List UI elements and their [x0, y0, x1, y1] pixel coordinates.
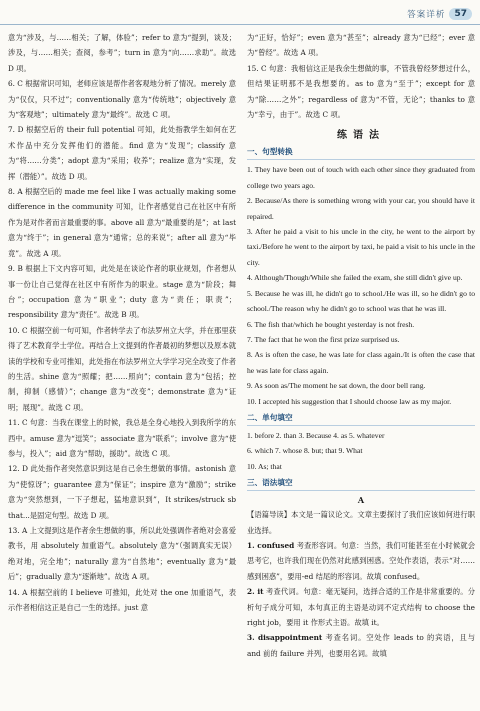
exercise-item: 10. I accepted his suggestion that I should choose law as my major. [247, 396, 452, 406]
subsection-title: 一、句型转换 [247, 145, 475, 160]
exercise-item: 8. As is often the case, he was late for class again./It is often the case that he was late for class again. [247, 350, 475, 375]
answer-explanation: 考查名词。空处作 leads to 的宾语，且与 and 前的 failure 并列，也要用名词。故填 [247, 633, 475, 658]
exercise-item: 1. They have been out of touch with each other since they graduated from college two years ago. [247, 165, 475, 190]
exercise-item: 5. Because he was ill, he didn't go to school./He was ill, so he didn't go to school./The reason why he didn't go to school was that he was ill. [247, 288, 475, 314]
page-number-badge: 57 [449, 8, 472, 20]
answer-paragraph: 12. D 此处指作者突然意识到这是自己余生想做的事情。astonish 意为“使惊讶”；guarantee 意为“保证”；inspire 意为“激励”；strike 意为“突然想到，一下子想起，猛地意识到”，It strikes/struck sb that...是固定句型。故选 D 项。 [8, 464, 236, 520]
answer-paragraph: 11. C 句意：当我在课堂上的时候，我总是全身心地投入到我所学的东西中。amuse 意为“逗笑”；associate 意为“联系”；involve 意为“使参与，投入”；aid 意为“帮助，援助”。故选 C 项。 [8, 418, 236, 458]
fill-answer-line: 10. As; that [247, 461, 282, 471]
subsection-title: 二、单句填空 [247, 411, 475, 426]
header-title: 答案详析 [407, 10, 446, 20]
subsection-title: 三、语法填空 [247, 476, 475, 491]
left-column [8, 30, 236, 615]
answer-paragraph: 9. B 根据上下文内容可知，此处是在谈论作者的职业规划，作者想从事一份让自己觉得在社区中有所作为的职业。stage 意为“阶段；舞台”；occupation 意为“职业”；duty 意为“责任；职责”；responsibility 意为“责任”。故选 B 项。 [8, 264, 236, 320]
answer-paragraph: 15. C 句意：我相信这正是我余生想做的事，不管我曾经梦想过什么，但结果证明那不是我想要的。as to 意为“至于”；except for 意为“除……之外”；regardless of 意为“不管，无论”；thanks to 意为“幸亏，由于”。故选 C 项。 [247, 63, 475, 120]
answer-keyword: 1. confused [247, 540, 295, 550]
exercise-item: 2. Because/As there is something wrong with your car, you should have it repaired. [247, 196, 475, 221]
page-header [407, 6, 472, 22]
answer-explanation: 考查形容词。句意：当然，我们可能甚至在小时候就会思考它，也许我们现在仍然对此感到困惑。空处作表语，表示“对……感到困惑”，要用-ed 结尾的形容词。故填 confused。 [247, 540, 476, 581]
answer-paragraph: 为“正好，恰好”；even 意为“甚至”；already 意为“已经”；ever 意为“曾经”。故选 A 项。 [247, 33, 475, 58]
answer-paragraph: 13. A 上文提到这是作者余生想做的事，所以此处强调作者绝对会喜爱教书，用 absolutely 加重语气。absolutely 意为“（强调真实无误）绝对地，完全地”；naturally 意为“自然地”；eventually 意为“最后”；gradually 意为“逐渐地”。故选 A 项。 [8, 526, 236, 582]
passage-guide: 【语篇导读】本文是一篇议论文。文章主要探讨了我们应该如何进行职业选择。 [247, 510, 475, 535]
fill-answer-line: 1. before 2. than 3. Because 4. as 5. whatever [247, 430, 385, 440]
cloze-answer [247, 584, 475, 630]
exercise-item: 3. After he paid a visit to his uncle in the city, he went to the airport by taxi./Before he went to the airport by taxi, he paid a visit to his uncle in the city. [247, 227, 475, 267]
exercise-item: 6. The fish that/which he bought yesterday is not fresh. [247, 319, 415, 329]
answer-paragraph: 14. A 根据空前的 I believe 可推知，此处对 the one 加重语气，表示作者相信这正是自己一生的选择。just 意 [8, 587, 236, 613]
cloze-answer [247, 630, 475, 661]
answer-keyword: 3. disappointment [247, 633, 323, 643]
answer-paragraph: 6. C 根据常识可知，老师应该是帮作者客观地分析了情况。merely 意为“仅仅，只不过”；conventionally 意为“传统地”；objectively 意为“客观地”；ultimately 意为“最终”。故选 C 项。 [8, 79, 236, 120]
exercise-item: 4. Although/Though/While she failed the exam, she still didn't give up. [247, 273, 463, 283]
answer-paragraph: 意为“涉及，与……相关；了解，体验”；refer to 意为“提到，谈及；涉及，与……相关；查阅，参考”；turn in 意为“向……求助”。故选 D 项。 [8, 33, 236, 73]
passage-label: A [357, 495, 365, 506]
answer-paragraph: 10. C 根据空前一句可知，作者转学去了布法罗州立大学，并在那里获得了艺术教育学士学位。再结合上文提到的作者最初的梦想以及原本就读的学校和专业可推知，此处指在布法罗州立大学学习完全改变了作者的生活。shine 意为“照耀；把……照向”；contain 意为“包括；控制，抑制（感情）”；change 意为“改变”；demonstrate 意为“证明；展现”。故选 C 项。 [8, 325, 236, 412]
section-title: 练语法 [337, 130, 385, 142]
answer-keyword: 2. it [247, 587, 264, 597]
header-divider [0, 24, 480, 25]
cloze-answer [247, 538, 475, 584]
right-column [247, 30, 475, 661]
answer-paragraph: 8. A 根据空后的 made me feel like I was actually making some difference in the community 可知，让作者感觉自己在社区中有所作为是对作者而言最重要的事。above all 意为“最重要的是”；at last 意为“终于”；in general 意为“通常；总的来说”；after all 意为“毕竟”。故选 A 项。 [8, 187, 236, 258]
exercise-item: 7. The fact that he won the first prize surprised us. [247, 334, 400, 344]
answer-explanation: 考查代词。句意：毫无疑问，选择合适的工作是非常重要的。分析句子成分可知，本句真正的主语是动词不定式结构 to choose the right job，要用 it 作形式主语。故填 it。 [247, 587, 475, 627]
answer-paragraph: 7. D 根据空后的 their full potential 可知，此处指教学生如何在艺术作品中充分发挥他们的潜能。find 意为“发现”；classify 意为“将……分类”；adopt 意为“采用；收养”；realize 意为“实现，发挥（潜能）”。故选 D 项。 [8, 125, 236, 181]
fill-answer-line: 6. which 7. whose 8. but; that 9. What [247, 446, 363, 456]
exercise-item: 9. As soon as/The moment he sat down, the door bell rang. [247, 381, 426, 391]
